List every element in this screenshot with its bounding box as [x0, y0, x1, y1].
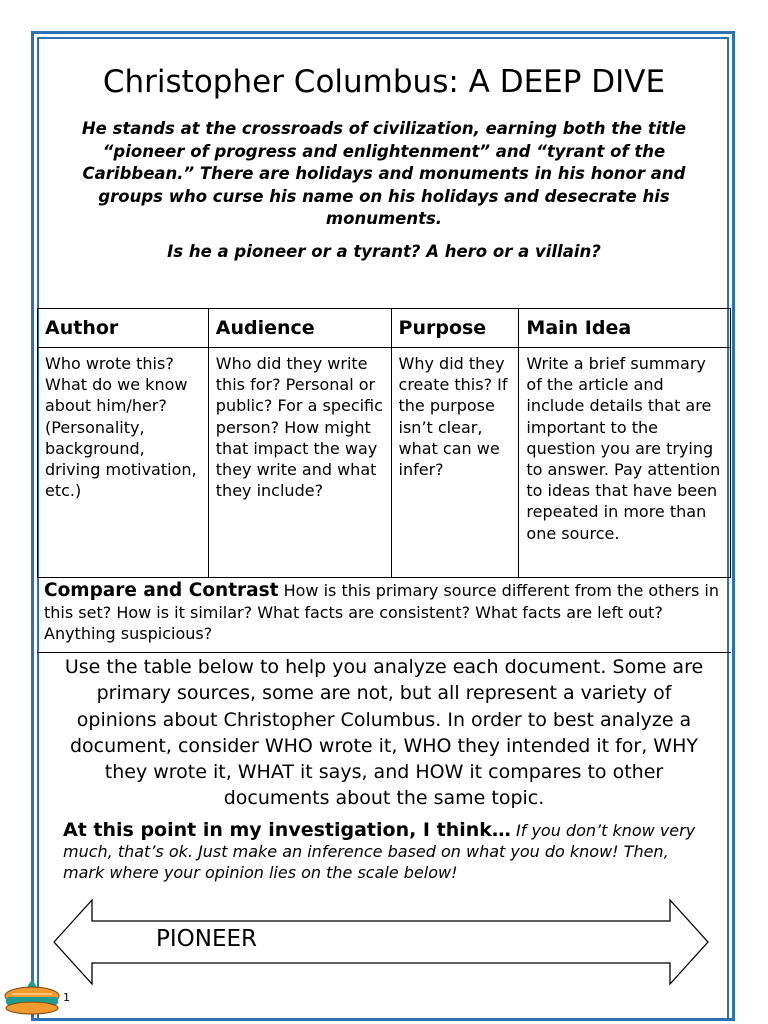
header-author: Author: [38, 309, 209, 348]
opinion-scale-arrow[interactable]: [52, 898, 712, 986]
table-row: [38, 348, 731, 578]
cell-purpose[interactable]: Why did they create this? If the purpose isn’t clear, what can we infer?: [391, 348, 519, 578]
instructions-paragraph: Use the table below to help you analyze each document. Some are primary sources, some are not, but all represent a variety of opinions about Christopher Columbus. In order to best analyze a document, consider WHO wrote it, WHO they intended it for, WHY they wrote it, WHAT it says, and HOW it compares to other documents about the same topic.: [64, 656, 704, 810]
compare-contrast-text: How is this primary source different from the others in this set? How is it similar? What facts are consistent? What facts are left out? Anything suspicious?: [44, 581, 720, 643]
cell-author[interactable]: Who wrote this? What do we know about him/her? (Personality, background, driving motivation, etc.): [38, 348, 209, 578]
page-number: 1: [63, 991, 70, 1004]
compare-contrast-heading: Compare and Contrast: [44, 580, 279, 601]
header-purpose: Purpose: [391, 309, 519, 348]
analysis-table: [37, 308, 731, 578]
publisher-logo: [2, 977, 62, 1017]
intro-paragraph: He stands at the crossroads of civilization, earning both the title “pioneer of progress and enlightenment” and “tyrant of the Caribbean.” There are holidays and monuments in his honor and groups who curse his name on his holidays and desecrate his monuments.: [81, 119, 687, 228]
scale-label-pioneer: PIONEER: [156, 926, 258, 952]
cell-audience[interactable]: Who did they write this for? Personal or public? For a specific person? How might that impact the way they write and what they include?: [208, 348, 391, 578]
page-title: Christopher Columbus: A DEEP DIVE: [102, 64, 666, 100]
opinion-prompt-heading: At this point in my investigation, I think…: [63, 819, 511, 841]
guiding-question: Is he a pioneer or a tyrant? A hero or a villain?: [167, 242, 601, 261]
opinion-prompt: [63, 820, 713, 883]
header-main-idea: Main Idea: [519, 309, 731, 348]
header-audience: Audience: [208, 309, 391, 348]
compare-contrast-section[interactable]: [37, 572, 731, 653]
opinion-prompt-text: If you don’t know very much, that’s ok. Just make an inference based on what you do know! Then, mark where your opinion lies on the scale below!: [63, 821, 696, 882]
cell-main-idea[interactable]: Write a brief summary of the article and include details that are important to the question you are trying to answer. Pay attention to ideas that have been repeated in more than one source.: [519, 348, 731, 578]
table-header-row: [38, 309, 731, 348]
